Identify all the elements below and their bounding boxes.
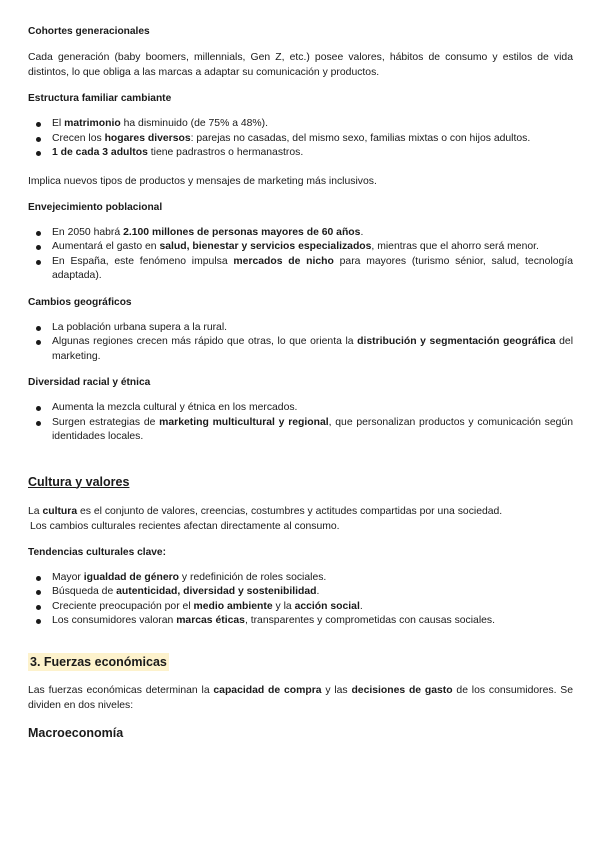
- list-item: Algunas regiones crecen más rápido que otras, lo que orienta la distribución y segmentación geográfica del marketing.: [28, 335, 573, 364]
- list-item: Crecen los hogares diversos: parejas no casadas, del mismo sexo, familias mixtas o con hijos adultos.: [28, 132, 573, 147]
- document-page: [28, 26, 573, 740]
- heading-diversidad: Diversidad racial y étnica: [28, 377, 151, 388]
- paragraph-estructura-familiar: Implica nuevos tipos de productos y mensajes de marketing más inclusivos.: [28, 175, 377, 187]
- list-item: Aumentará el gasto en salud, bienestar y servicios especializados, mientras que el ahorro será menor.: [28, 240, 573, 255]
- list-item: Creciente preocupación por el medio ambiente y la acción social.: [28, 600, 573, 615]
- list-item: 1 de cada 3 adultos tiene padrastros o hermanastros.: [28, 146, 573, 161]
- list-item: Mayor igualdad de género y redefinición de roles sociales.: [28, 571, 573, 586]
- list-item: En España, este fenómeno impulsa mercados de nicho para mayores (turismo sénior, salud, tecnología adaptada).: [28, 255, 573, 284]
- heading-cultura-valores: Cultura y valores: [28, 474, 130, 489]
- list-item: Aumenta la mezcla cultural y étnica en los mercados.: [28, 401, 573, 416]
- list-item: El matrimonio ha disminuido (de 75% a 48%).: [28, 117, 573, 132]
- heading-tendencias: Tendencias culturales clave:: [28, 546, 166, 558]
- list-item: La población urbana supera a la rural.: [28, 321, 573, 336]
- heading-macroeconomia: Macroeconomía: [28, 725, 124, 740]
- heading-estructura-familiar: Estructura familiar cambiante: [28, 93, 172, 104]
- list-envejecimiento: [28, 226, 573, 284]
- list-cambios-geograficos: [28, 321, 573, 365]
- list-tendencias: [28, 571, 573, 629]
- list-item: En 2050 habrá 2.100 millones de personas mayores de 60 años.: [28, 226, 573, 241]
- list-diversidad: [28, 401, 573, 445]
- paragraph-cambios-culturales: Los cambios culturales recientes afectan directamente al consumo.: [30, 520, 340, 532]
- paragraph-cultura: La cultura es el conjunto de valores, creencias, costumbres y actitudes compartidas por una sociedad.: [28, 505, 503, 517]
- list-item: Búsqueda de autenticidad, diversidad y sostenibilidad.: [28, 585, 573, 600]
- heading-envejecimiento: Envejecimiento poblacional: [28, 201, 163, 213]
- list-item: Surgen estrategias de marketing multicultural y regional, que personalizan productos y comunicación según identidades locales.: [28, 416, 573, 445]
- list-estructura-familiar: [28, 117, 573, 161]
- heading-cohortes: Cohortes generacionales: [28, 26, 150, 37]
- list-item: Los consumidores valoran marcas éticas, transparentes y comprometidas con causas sociales.: [28, 614, 573, 629]
- heading-fuerzas-economicas: 3. Fuerzas económicas: [30, 654, 167, 669]
- heading-cambios-geograficos: Cambios geográficos: [28, 296, 132, 308]
- paragraph-cohortes: Cada generación (baby boomers, millennials, Gen Z, etc.) posee valores, hábitos de consumo y estilos de vida distintos, lo que obliga a las marcas a adaptar su comunicación y productos.: [28, 52, 573, 78]
- paragraph-fuerzas-economicas: Las fuerzas económicas determinan la capacidad de compra y las decisiones de gasto de los consumidores. Se dividen en dos niveles:: [28, 684, 573, 711]
